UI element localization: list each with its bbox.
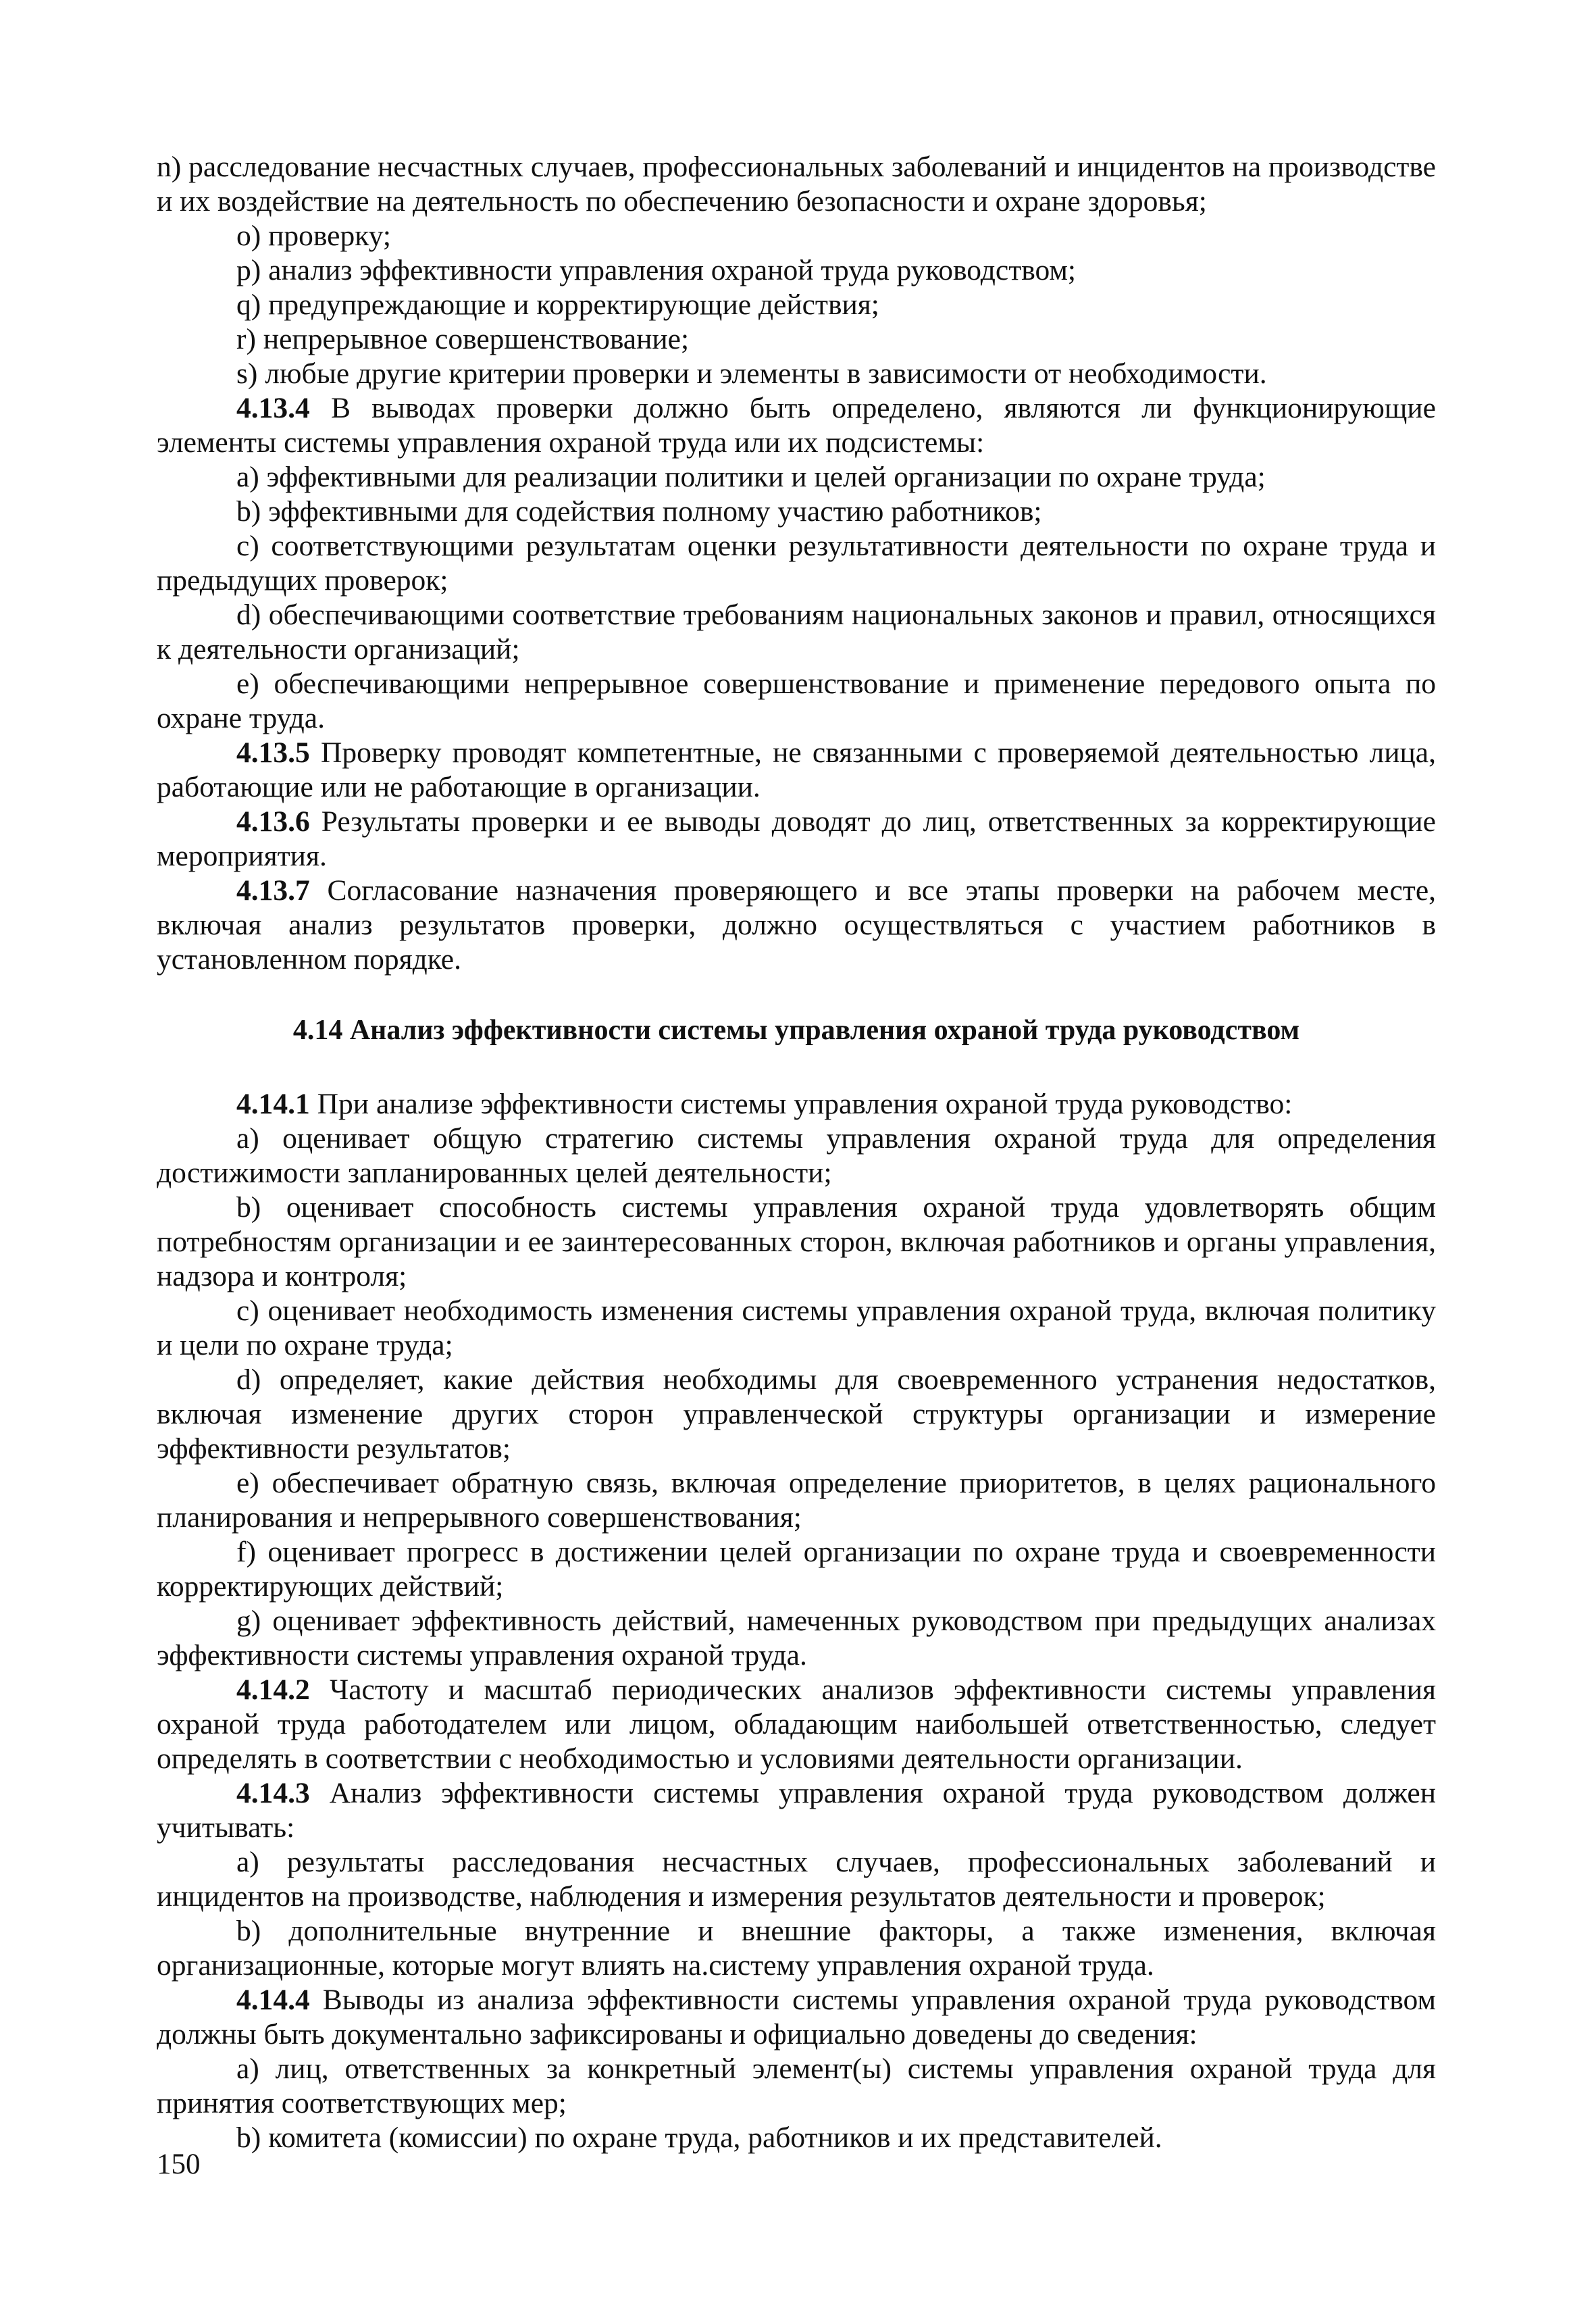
page-number: 150 [157, 2148, 201, 2180]
list-item: b) эффективными для содействия полному участию работников; [236, 495, 1042, 528]
clause-4-13-6 [157, 805, 1436, 874]
clause-4-13-4 [157, 391, 1436, 460]
list-item: a) результаты расследования несчастных случаев, профессиональных заболеваний и инцидентов на производстве, наблюдения и измерения результатов деятельности и проверок; [157, 1846, 1436, 1913]
clause-number: 4.14.3 [236, 1777, 310, 1809]
list-item-q: q) предупреждающие и корректирующие действия; [236, 288, 879, 321]
list-item: b) дополнительные внутренние и внешние факторы, а также изменения, включая организационные, которые могут влиять на.систему управления охраной труда. [157, 1915, 1436, 1982]
list-item: b) комитета (комиссии) по охране труда, работников и их представителей. [236, 2121, 1162, 2154]
list-item: c) соответствующими результатам оценки результативности деятельности по охране труда и предыдущих проверок; [157, 530, 1436, 597]
list-item: d) обеспечивающими соответствие требованиям национальных законов и правил, относящихся к деятельности организаций; [157, 599, 1436, 665]
clause-text: Согласование назначения проверяющего и все этапы проверки на рабочем месте, включая анализ результатов проверки, должно осуществляться с участием работников в установленном порядке. [157, 874, 1436, 976]
clause-number: 4.13.5 [236, 736, 310, 769]
clause-4-14-1 [157, 1087, 1436, 1122]
clause-text: В выводах проверки должно быть определено, являются ли функционирующие элементы системы управления охраной труда или их подсистемы: [157, 392, 1436, 459]
section-heading: 4.14 Анализ эффективности системы управления охраной труда руководством [292, 1015, 1300, 1046]
list-item: e) обеспечивающими непрерывное совершенствование и применение передового опыта по охране труда. [157, 668, 1436, 734]
list-item: a) лиц, ответственных за конкретный элемент(ы) системы управления охраной труда для принятия соответствующих мер; [157, 2053, 1436, 2119]
list-item: a) эффективными для реализации политики и целей организации по охране труда; [236, 461, 1266, 493]
clause-4-13-7 [157, 874, 1436, 977]
clause-4-14-2 [157, 1673, 1436, 1776]
clause-4-14-3 [157, 1776, 1436, 1845]
list-item: a) оценивает общую стратегию системы управления охраной труда для определения достижимости запланированных целей деятельности; [157, 1122, 1436, 1189]
clause-number: 4.13.6 [236, 805, 310, 838]
list-item: f) оценивает прогресс в достижении целей организации по охране труда и своевременности корректирующих действий; [157, 1536, 1436, 1603]
list-item: d) определяет, какие действия необходимы для своевременного устранения недостатков, включая изменение других сторон управленческой структуры организации и измерение эффективности результатов; [157, 1363, 1436, 1465]
clause-4-14-4 [157, 1983, 1436, 2052]
clause-text: Частоту и масштаб периодических анализов эффективности системы управления охраной труда работодателем или лицом, обладающим наибольшей ответственностью, следует определять в соответствии с необходимостью и условиями деятельности организации. [157, 1674, 1436, 1775]
list-item: c) оценивает необходимость изменения системы управления охраной труда, включая политику и цели по охране труда; [157, 1294, 1436, 1361]
clause-text: Проверку проводят компетентные, не связанными с проверяемой деятельностью лица, работающие или не работающие в организации. [157, 736, 1436, 803]
document-body [157, 150, 1436, 2155]
clause-number: 4.14.1 [236, 1088, 310, 1120]
list-item-s: s) любые другие критерии проверки и элементы в зависимости от необходимости. [236, 357, 1267, 390]
list-item-r: r) непрерывное совершенствование; [236, 323, 690, 355]
list-item: e) обеспечивает обратную связь, включая определение приоритетов, в целях рационального планирования и непрерывного совершенствования; [157, 1467, 1436, 1534]
clause-number: 4.14.2 [236, 1674, 310, 1706]
list-item-n: n) расследование несчастных случаев, профессиональных заболеваний и инцидентов на производстве и их воздействие на деятельность по обеспечению безопасности и охране здоровья; [157, 151, 1436, 218]
clause-text: При анализе эффективности системы управления охраной труда руководство: [309, 1088, 1293, 1120]
clause-4-13-5 [157, 736, 1436, 805]
clause-number: 4.13.7 [236, 874, 310, 907]
list-item: b) оценивает способность системы управления охраной труда удовлетворять общим потребностям организации и ее заинтересованных сторон, включая работников и органы управления, надзора и контроля; [157, 1191, 1436, 1292]
clause-number: 4.13.4 [236, 392, 310, 424]
clause-number: 4.14.4 [236, 1984, 310, 2016]
list-item-p: p) анализ эффективности управления охраной труда руководством; [236, 254, 1077, 286]
clause-text: Результаты проверки и ее выводы доводят до лиц, ответственных за корректирующие мероприятия. [157, 805, 1436, 872]
clause-text: Выводы из анализа эффективности системы управления охраной труда руководством должны быть документально зафиксированы и официально доведены до сведения: [157, 1984, 1436, 2051]
list-item: g) оценивает эффективность действий, намеченных руководством при предыдущих анализах эффективности системы управления охраной труда. [157, 1605, 1436, 1671]
clause-text: Анализ эффективности системы управления охраной труда руководством должен учитывать: [157, 1777, 1436, 1844]
list-item-o: o) проверку; [236, 220, 392, 252]
